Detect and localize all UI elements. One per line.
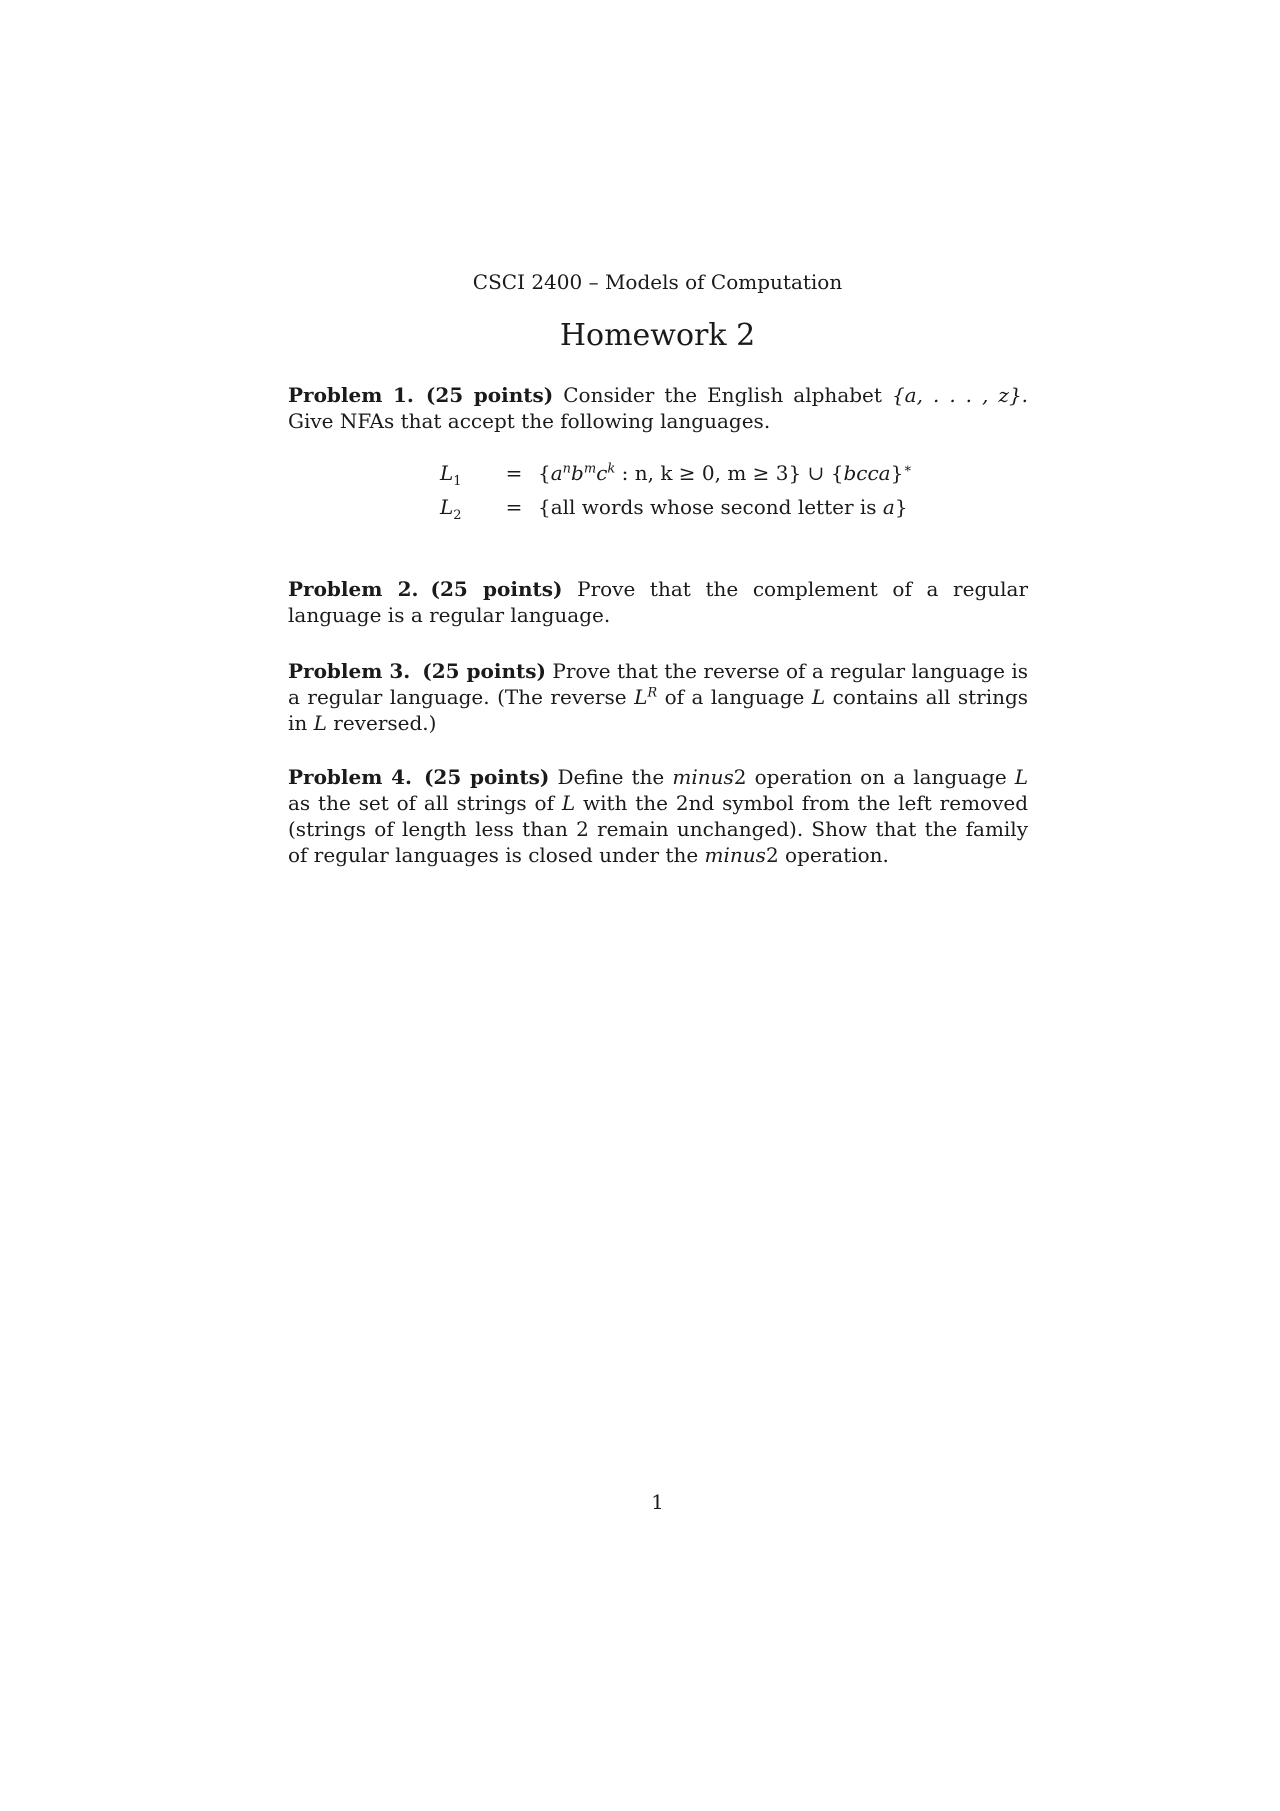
problem-4-points: (25 points)	[423, 765, 550, 789]
problem-4-text-cont3: with the 2nd symbol from the left removed (strings of length less than 2 remain unchanged). Show that the family of regular languages is closed under the	[288, 791, 1029, 867]
alphabet-set: {a, . . . , z}.	[891, 383, 1029, 407]
problem-1-label: Problem 1.	[288, 383, 414, 407]
language-symbol: L	[313, 711, 327, 735]
equation-l1-lhs: $L_1$	[440, 461, 462, 489]
problem-1-text: Consider the English alphabet	[563, 383, 882, 407]
language-symbol: L	[561, 791, 576, 815]
language-symbol: L	[1014, 765, 1029, 789]
problem-4-text-cont2: as the set of all strings of	[288, 791, 554, 815]
problem-1	[288, 382, 1028, 434]
equals-sign: =	[505, 495, 523, 519]
language-symbol: L	[811, 685, 826, 709]
problem-4	[288, 764, 1028, 868]
problem-4-text-cont: operation on a language	[754, 765, 1007, 789]
problem-3-text-end: reversed.)	[333, 711, 437, 735]
problem-2	[288, 576, 1028, 628]
problem-2-label: Problem 2.	[288, 577, 419, 601]
problem-3-text-cont: of a language	[664, 685, 805, 709]
equation-l2-rhs: {all words whose second letter is a}	[538, 495, 908, 519]
minus2-operator: minus2	[672, 765, 747, 789]
page-number: 1	[651, 1490, 664, 1514]
equation-l1	[440, 456, 912, 490]
page-title: Homework 2	[559, 318, 756, 353]
problem-4-label: Problem 4.	[288, 765, 412, 789]
problem-3-text-cont2: contains all strings in	[288, 685, 1029, 735]
problem-1-text-cont: Give NFAs that accept the following languages.	[288, 409, 771, 433]
equation-l2	[440, 490, 912, 524]
problem-3-label: Problem 3.	[288, 659, 411, 683]
reverse-symbol: $L^R$	[634, 685, 658, 709]
minus2-operator: minus2	[704, 843, 779, 867]
problem-4-text: Define the	[557, 765, 665, 789]
language-definitions	[440, 456, 912, 524]
equation-l2-lhs: $L_2$	[440, 495, 462, 523]
problem-2-points: (25 points)	[430, 577, 563, 601]
problem-3	[288, 658, 1028, 736]
course-header: CSCI 2400 – Models of Computation	[472, 270, 843, 294]
problem-3-text: Prove that the reverse of a regular language is a regular language. (The reverse	[288, 659, 1028, 709]
problem-3-points: (25 points)	[422, 659, 546, 683]
equation-l1-rhs: {$a^nb^mc^k$ : n, k ≥ 0, m ≥ 3} ∪ {bcca}∗	[538, 461, 913, 485]
problem-4-text-end: operation.	[785, 843, 889, 867]
equals-sign: =	[505, 461, 523, 485]
problem-2-text: Prove that the complement of a regular language is a regular language.	[288, 577, 1029, 627]
problem-1-points: (25 points)	[425, 383, 554, 407]
